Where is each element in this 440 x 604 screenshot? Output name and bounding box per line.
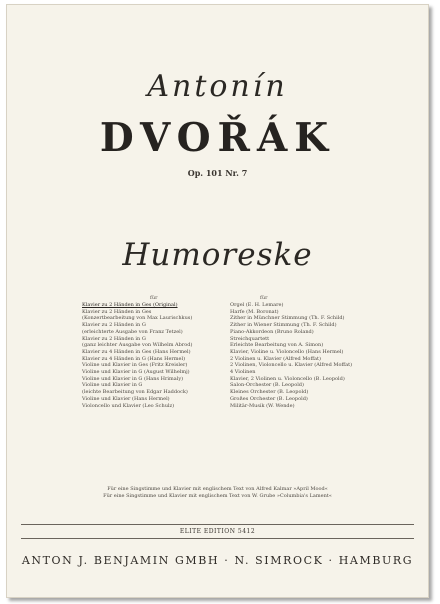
list-item: Klavier zu 2 Händen in Ges [82, 308, 152, 315]
list-item: 4 Violinen [230, 369, 256, 376]
arrangement-list-right [230, 302, 352, 409]
piece-title: Humoreske [122, 237, 313, 273]
list-item: Orgel (E. H. Lemare) [230, 302, 284, 308]
vocal-line: Für eine Singstimme und Klavier mit englischem Text von W. Grube »Columbia's Lament« [103, 492, 332, 499]
list-item: (Konzertbearbeitung von Max Laurischkus) [82, 315, 193, 322]
list-item: 2 Violinen, Violoncello u. Klavier (Alfred Moffat) [230, 362, 353, 369]
list-item: (leichte Bearbeitung von Edgar Haddock) [82, 389, 188, 396]
list-item: Violine und Klavier in G (Hans Hrimaly) [82, 375, 184, 382]
score-cover [6, 4, 429, 598]
list-item: (erleichterte Ausgabe von Franz Tetzel) [82, 328, 183, 335]
list-item: Klavier, Violine u. Violoncello (Hans Hermel) [230, 348, 344, 355]
list-item: Zither in Wiener Stimmung (Th. F. Schild) [230, 322, 337, 329]
vocal-arrangements [7, 486, 428, 499]
list-item: Salon-Orchester (B. Leopold) [230, 382, 304, 389]
composer-first-name: Antonín [147, 69, 288, 104]
list-item: Violine und Klavier in Ges (Fritz Kreisler) [82, 362, 188, 369]
vocal-line: Für eine Singstimme und Klavier mit englischem Text von Alfred Kalmar »April Mood« [107, 486, 328, 492]
list-item: Klavier zu 2 Händen in Ges (Original) [82, 302, 178, 308]
list-item: Violine und Klavier in G (August Wilhelmj) [82, 369, 190, 376]
list-item: Harfe (M. Boronat) [230, 308, 279, 315]
list-item: Violoncello und Klavier (Leo Schulz) [82, 402, 175, 409]
list-item: Klavier zu 2 Händen in G [82, 322, 146, 329]
list-item: 2 Violinen u. Klavier (Alfred Moffat) [230, 355, 321, 362]
list-item: Streichquartett [230, 335, 270, 342]
list-item: Großes Orchester (B. Leopold) [230, 395, 308, 402]
list-item: Zither in Münchner Stimmung (Th. F. Schild) [230, 315, 345, 322]
arrangement-list-left [82, 302, 192, 409]
opus-number: Op. 101 Nr. 7 [187, 168, 248, 178]
divider-bottom [21, 538, 414, 539]
publisher-line: ANTON J. BENJAMIN GMBH · N. SIMROCK · HAMBURG [21, 554, 414, 567]
list-item: Violine und Klavier in G [82, 382, 143, 389]
list-item: Klavier zu 4 Händen in G (Hans Hermel) [82, 355, 186, 362]
left-column-heading: für [150, 295, 158, 301]
list-item: Erleichte Bearbeitung von A. Simon) [230, 342, 324, 349]
edition-number: ELITE EDITION 5412 [179, 528, 256, 535]
list-item: Klavier, 2 Violinen u. Violoncello (B. Leopold) [230, 375, 345, 382]
right-column-heading: für [260, 295, 268, 301]
list-item: Violine und Klavier (Hans Hermel) [82, 395, 170, 402]
divider-top [21, 524, 414, 525]
list-item: Kleines Orchester (B. Leopold) [230, 389, 309, 396]
list-item: Piano-Akkordeon (Bruno Roland) [230, 328, 314, 335]
list-item: Klavier zu 4 Händen in Ges (Hans Hermel) [82, 348, 191, 355]
composer-last-name: DVOŘÁK [99, 115, 336, 161]
list-item: (ganz leichter Ausgabe von Wilhelm Abrod) [82, 342, 193, 349]
list-item: Klavier zu 2 Händen in G [82, 335, 146, 342]
list-item: Militär-Musik (W. Wende) [230, 402, 295, 409]
